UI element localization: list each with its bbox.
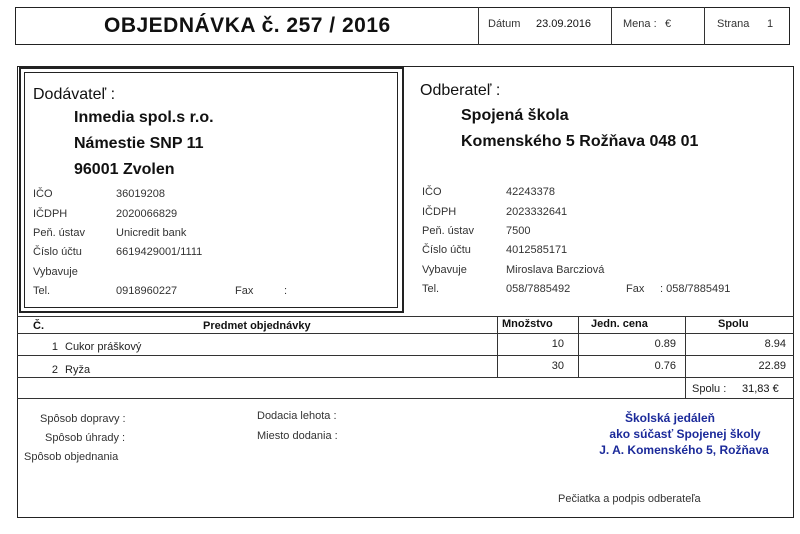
document-title: OBJEDNÁVKA č. 257 / 2016: [104, 14, 391, 37]
col-divider: [685, 316, 686, 377]
row-item: Ryža: [65, 364, 91, 376]
supplier-city: 96001 Zvolen: [74, 161, 175, 178]
header-divider: [704, 7, 705, 45]
col-header-qty: Množstvo: [502, 318, 553, 330]
sum-value: 31,83 €: [742, 383, 779, 395]
row-total: 8.94: [764, 338, 786, 350]
col-divider: [578, 316, 579, 377]
shipping-label: Spôsob dopravy :: [40, 413, 126, 425]
row-total: 22.89: [758, 360, 786, 372]
stamp-line-3: J. A. Komenského 5, Rožňava: [599, 443, 769, 457]
supplier-account-label: Číslo účtu: [33, 246, 82, 258]
customer-address: Komenského 5 Rožňava 048 01: [461, 133, 699, 150]
customer-ico-value: 42243378: [506, 186, 555, 198]
supplier-fax-value: :: [284, 285, 288, 297]
supplier-tel-value: 0918960227: [116, 285, 178, 297]
table-top-border: [17, 316, 794, 317]
customer-name: Spojená škola: [461, 107, 569, 124]
customer-handler-label: Vybavuje: [422, 264, 467, 276]
supplier-handler-label: Vybavuje: [33, 266, 78, 278]
date-label: Dátum: [488, 18, 521, 30]
col-header-no: Č.: [33, 320, 44, 332]
customer-ico-label: IČO: [422, 186, 442, 198]
supplier-street: Námestie SNP 11: [74, 135, 204, 152]
customer-heading: Odberateľ :: [420, 82, 501, 99]
col-divider: [497, 316, 498, 377]
supplier-ico-label: IČO: [33, 188, 53, 200]
row-no: 2: [51, 364, 58, 376]
currency-value: €: [665, 18, 672, 30]
stamp-line-1: Školská jedáleň: [624, 411, 716, 425]
row-qty: 30: [551, 360, 564, 372]
customer-bank-label: Peň. ústav: [422, 225, 474, 237]
col-header-item: Predmet objednávky: [203, 320, 311, 332]
row-item: Cukor práškový: [65, 341, 142, 353]
table-bottom-border: [17, 377, 794, 378]
supplier-name: Inmedia spol.s r.o.: [74, 109, 214, 126]
delivery-term-label: Dodacia lehota :: [257, 410, 337, 422]
customer-fax-label: Fax: [626, 283, 645, 295]
supplier-icdph-label: IČDPH: [33, 208, 68, 220]
sum-label: Spolu :: [692, 383, 727, 395]
supplier-fax-label: Fax: [235, 285, 254, 297]
supplier-account-value: 6619429001/1111: [116, 246, 203, 258]
payment-label: Spôsob úhrady :: [45, 432, 126, 444]
row-qty: 10: [551, 338, 564, 350]
customer-icdph-value: 2023332641: [506, 206, 568, 218]
table-row-border: [17, 355, 794, 356]
row-no: 1: [51, 341, 58, 353]
ordering-label: Spôsob objednania: [24, 451, 119, 463]
sum-bottom-border: [17, 398, 794, 399]
col-header-total: Spolu: [718, 318, 749, 330]
header-divider: [611, 7, 612, 45]
supplier-heading: Dodávateľ :: [33, 86, 116, 103]
customer-tel-label: Tel.: [422, 283, 440, 295]
supplier-box-inner: [24, 72, 398, 308]
row-unit-price: 0.89: [654, 338, 676, 350]
header-divider: [478, 7, 479, 45]
col-divider: [685, 377, 686, 398]
supplier-bank-value: Unicredit bank: [116, 227, 187, 239]
supplier-ico-value: 36019208: [116, 188, 165, 200]
signature-label: Pečiatka a podpis odberateľa: [558, 493, 701, 505]
page-value: 1: [767, 18, 774, 30]
page-label: Strana: [717, 18, 750, 30]
row-unit-price: 0.76: [654, 360, 676, 372]
customer-tel-value: 058/7885492: [506, 283, 571, 295]
supplier-icdph-value: 2020066829: [116, 208, 178, 220]
supplier-tel-label: Tel.: [33, 285, 51, 297]
customer-handler-value: Miroslava Barcziová: [506, 264, 605, 276]
col-header-unit-price: Jedn. cena: [591, 318, 648, 330]
currency-label: Mena :: [623, 18, 657, 30]
customer-fax-value: : 058/7885491: [660, 283, 731, 295]
customer-bank-value: 7500: [506, 225, 531, 237]
delivery-place-label: Miesto dodania :: [257, 430, 338, 442]
customer-icdph-label: IČDPH: [422, 206, 457, 218]
supplier-bank-label: Peň. ústav: [33, 227, 85, 239]
table-header-border: [17, 333, 794, 334]
date-value: 23.09.2016: [536, 18, 592, 30]
customer-account-value: 4012585171: [506, 244, 568, 256]
stamp-line-2: ako súčasť Spojenej školy: [609, 427, 761, 441]
customer-account-label: Číslo účtu: [422, 244, 471, 256]
